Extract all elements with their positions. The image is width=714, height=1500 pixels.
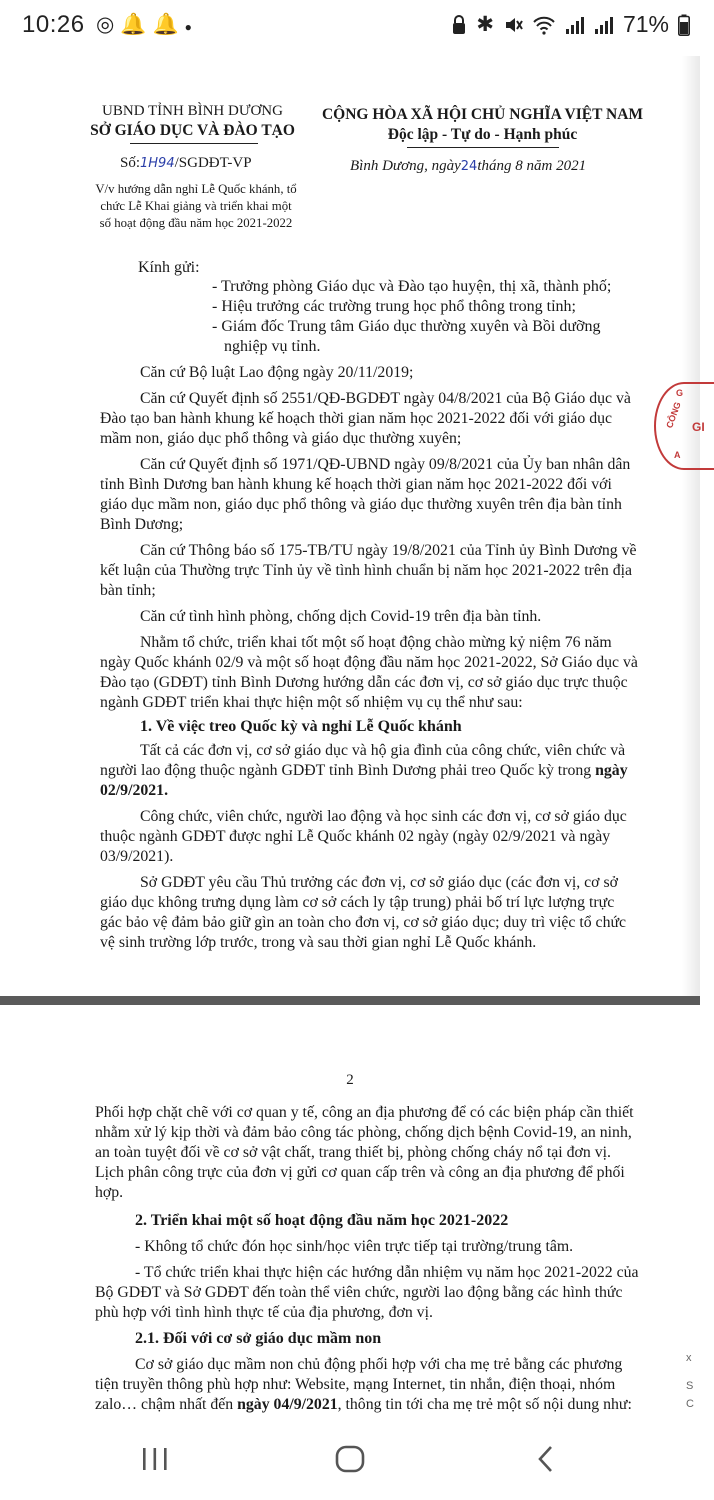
red-stamp: G GI CÔNG A [654,382,714,470]
status-left-icons [96,12,198,37]
national-motto: Độc lập - Tự do - Hạnh phúc [387,126,578,143]
battery-icon [678,14,690,36]
home-button[interactable] [320,1439,380,1479]
signal-icon [594,15,614,35]
recipient-item: - Hiệu trưởng các trường trung học phổ thông trong tỉnh; [212,298,576,315]
section-2-bullet: - Không tổ chức đón học sinh/học viên trực tiếp tại trường/trung tâm. [135,1238,574,1255]
recipient-item: - Giám đốc Trung tâm Giáo dục thường xuyên và Bồi dưỡng [212,318,601,335]
bluetooth-icon: ✱ [476,13,494,36]
motto-underline [407,147,559,148]
basis-paragraph: Căn cứ Quyết định số 1971/QĐ-UBND ngày 09/8/2021 của Ủy ban nhân dân tỉnh Bình Dương ban hành khung kế hoạch thời gian năm học 2021-2022 đối với giáo dục mầm non, giáo dục phổ thông và giáo dục thường xuyên trên địa bàn tỉnh Bình Dương; [100,456,631,533]
section-2-1-heading: 2.1. Đối với cơ sở giáo dục mầm non [135,1330,382,1347]
section-1-paragraph: Công chức, viên chức, người lao động và học sinh các đơn vị, cơ sở giáo dục thuộc ngành GDĐT được nghỉ Lễ Quốc khánh 02 ngày (ngày 02/9/2021 và ngày 03/9/2021). [100,808,627,865]
recipient-item: - Trưởng phòng Giáo dục và Đào tạo huyện, thị xã, thành phố; [212,278,612,295]
section-2-heading: 2. Triển khai một số hoạt động đầu năm học 2021-2022 [135,1212,509,1229]
home-icon [334,1444,366,1474]
notification-icon: 🔔 [120,13,153,36]
page-number: 2 [346,1072,354,1088]
recipient-list [212,277,652,357]
page-divider [0,996,700,1005]
signal-icon [565,15,585,35]
basis-paragraph: Căn cứ Bộ luật Lao động ngày 20/11/2019; [140,364,414,381]
handwritten-day: 24 [460,159,478,174]
whatsapp-icon: ◎ [96,13,121,36]
wifi-icon [532,15,556,35]
lock-icon [451,15,467,35]
recent-apps-button[interactable] [125,1439,185,1479]
issuer-line-2: SỞ GIÁO DỤC VÀ ĐÀO TẠO [90,122,295,139]
legal-bases [100,363,638,953]
section-1-paragraph: Tất cả các đơn vị, cơ sở giáo dục và hộ gia đình của công chức, viên chức và người lao động thuộc ngành GDĐT tỉnh Bình Dương phải treo Quốc kỳ trong ngày 02/9/2021. [100,742,628,799]
page-edge [682,56,700,996]
dot-icon: ● [184,20,198,34]
section-1-paragraph: Sở GDĐT yêu cầu Thủ trưởng các đơn vị, cơ sở giáo dục (các đơn vị, cơ sở giáo dục không trưng dụng làm cơ sở cách ly tập trung) phải bố trí lực lượng trực gác bảo vệ đảm bảo giữ gìn an toàn cho đơn vị, cơ sở giáo dục; duy trì việc tổ chức vệ sinh trường lớp trước, trong và sau thời gian nghỉ Lễ Quốc khánh. [100,874,627,951]
handwritten-number: 1H94 [140,156,175,171]
section-1-heading: 1. Về việc treo Quốc kỳ và nghỉ Lễ Quốc khánh [140,718,462,735]
back-icon [534,1444,558,1474]
page-2-content [95,1103,643,1415]
back-button[interactable] [516,1439,576,1479]
document-subject: V/v hướng dẫn nghỉ Lễ Quốc khánh, tổ chức Lễ Khai giảng và triển khai một số hoạt động đầu năm học 2021-2022 [95,182,297,230]
basis-paragraph: Căn cứ tình hình phòng, chống dịch Covid-19 trên địa bàn tỉnh. [140,608,542,625]
recent-apps-icon [140,1445,170,1473]
status-bar [0,0,700,56]
document-number: Số:1H94/SGDĐT-VP [120,155,252,171]
intro-paragraph: Nhằm tổ chức, triển khai tốt một số hoạt động chào mừng kỷ niệm 76 năm ngày Quốc khánh 02/9 và một số hoạt động đầu năm học 2021-2022, Sở Giáo dục và Đào tạo (GDĐT) tỉnh Bình Dương hướng dẫn các đơn vị, cơ sở giáo dục trực thuộc ngành GDĐT triển khai thực hiện một số nhiệm vụ cụ thể như sau: [100,634,638,711]
continued-paragraph: Phối hợp chặt chẽ với cơ quan y tế, công an địa phương để có các biện pháp cần thiết nhằm xử lý kịp thời và đảm bảo công tác phòng, chống dịch bệnh Covid-19, an ninh, an toàn tuyệt đối về cơ sở vật chất, trang thiết bị, phòng chống cháy nổ tại đơn vị. Lịch phân công trực của đơn vị gửi cơ quan cấp trên và công an địa phương để phối hợp. [95,1104,634,1201]
mute-icon [503,15,523,35]
recipient-item: nghiệp vụ tỉnh. [224,338,321,355]
status-right-icons [451,11,690,38]
section-2-bullet: - Tổ chức triển khai thực hiện các hướng dẫn nhiệm vụ năm học 2021-2022 của Bộ GDĐT và Sở GDĐT đến toàn thể viên chức, người lao động bằng các hình thức phù hợp với tình hình thực tế của địa phương, đơn vị. [95,1264,639,1321]
issuer-line-1: UBND TỈNH BÌNH DƯƠNG [102,103,283,119]
notification-icon: 🔔 [152,13,185,36]
basis-paragraph: Căn cứ Thông báo số 175-TB/TU ngày 19/8/2021 của Tỉnh ủy Bình Dương về kết luận của Thường trực Tỉnh ủy về tình hình chuẩn bị năm học 2021-2022 trên địa bàn tỉnh; [100,542,637,599]
margin-marks: x S C [686,1352,694,1410]
basis-paragraph: Căn cứ Quyết định số 2551/QĐ-BGDĐT ngày 04/8/2021 của Bộ Giáo dục và Đào tạo ban hành khung kế hoạch thời gian năm học 2021-2022 đối với giáo dục mầm non, giáo dục phổ thông và giáo dục thường xuyên; [100,390,631,447]
navigation-bar [0,1425,700,1500]
issuer-underline [130,143,258,144]
battery-level: 71% [622,11,669,37]
status-time: 10:26 [22,11,85,38]
national-title: CỘNG HÒA XÃ HỘI CHỦ NGHĨA VIỆT NAM [321,106,644,123]
document-date: Bình Dương, ngày24tháng 8 năm 2021 [350,158,587,174]
section-2-1-paragraph: Cơ sở giáo dục mầm non chủ động phối hợp với cha mẹ trẻ bằng các phương tiện truyền thông phù hợp như: Website, mạng Internet, tin nhắn, điện thoại, nhóm zalo… chậm nhất đến ngày 04/9/2021, thông tin tới cha mẹ trẻ một số nội dung như: [95,1356,632,1413]
greeting: Kính gửi: [138,259,200,276]
